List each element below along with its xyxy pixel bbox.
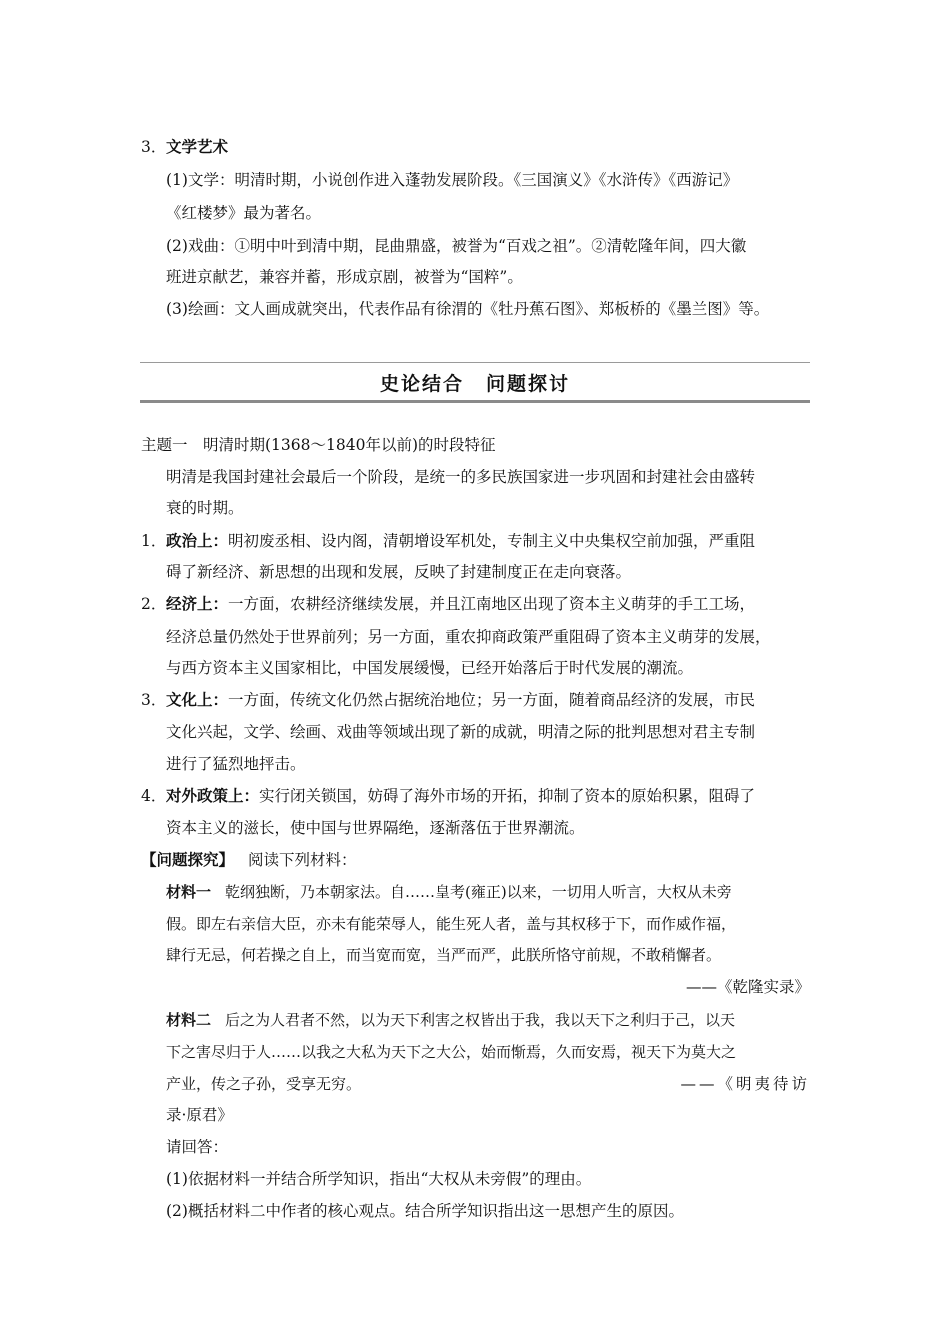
band-title <box>140 371 810 397</box>
material1-source: ——《乾隆实录》 <box>685 978 810 996</box>
point-politics-line-1: 政治上：明初废丞相、设内阁，清朝增设军机处，专制主义中央集权空前加强，严重阻 <box>166 531 756 550</box>
explore-label: 【问题探究】 <box>141 850 235 869</box>
point-number: 4． <box>141 787 167 805</box>
point-label: 文化上： <box>166 690 229 709</box>
material1-label: 材料一 <box>166 883 212 901</box>
theme-title: 主题一 明清时期(1368～1840年以前)的时段特征 <box>141 436 496 454</box>
opera-line-2: 班进京献艺，兼容并蓄，形成京剧，被誉为“国粹”。 <box>166 268 523 286</box>
material2-line-3: 产业，传之子孙，受享无穷。 <box>166 1075 362 1093</box>
theme-intro-line-1: 明清是我国封建社会最后一个阶段，是统一的多民族国家进一步巩固和封建社会由盛转 <box>166 468 756 486</box>
point-culture-line-3: 进行了猛烈地抨击。 <box>166 755 306 773</box>
band-title-left: 史论结合 <box>379 373 464 395</box>
opera-line-1: (2)戏曲：①明中叶到清中期，昆曲鼎盛，被誉为“百戏之祖”。②清乾隆年间，四大徽 <box>166 237 747 255</box>
material1-line-1: 材料一 乾纲独断，乃本朝家法。自……皇考(雍正)以来，一切用人听言，大权从未旁 <box>166 883 732 901</box>
painting-line-1: (3)绘画：文人画成就突出，代表作品有徐渭的《牡丹蕉石图》、郑板桥的《墨兰图》等。 <box>166 300 770 318</box>
theme-intro-line-2: 衰的时期。 <box>166 499 244 517</box>
point-label: 经济上： <box>166 594 229 613</box>
material1-line-2: 假。即左右亲信大臣，亦未有能荣辱人，能生死人者，盖与其权移于下，而作威作福， <box>166 915 737 933</box>
point-number: 1． <box>141 532 167 550</box>
material2-label: 材料二 <box>166 1011 212 1029</box>
question-1: (1)依据材料一并结合所学知识，指出“大权从未旁假”的理由。 <box>166 1170 592 1188</box>
point-economy-line-2: 经济总量仍然处于世界前列；另一方面，重农抑商政策严重阻碍了资本主义萌芽的发展， <box>166 628 771 646</box>
explore-header <box>141 850 357 870</box>
point-number: 2． <box>141 595 167 613</box>
point-politics-line-2: 碍了新经济、新思想的出现和发展，反映了封建制度正在走向衰落。 <box>166 563 632 581</box>
band-title-right: 问题探讨 <box>486 373 571 395</box>
point-label: 政治上： <box>166 531 229 550</box>
ask-label: 请回答： <box>166 1138 229 1156</box>
point-culture-line-1: 文化上：一方面，传统文化仍然占据统治地位；另一方面，随着商品经济的发展，市民 <box>166 690 756 709</box>
band-bottom-rule <box>140 400 810 403</box>
section-heading: 文学艺术 <box>166 137 229 156</box>
material2-source-a: ——《明夷待访 <box>680 1075 810 1093</box>
point-culture-line-2: 文化兴起，文学、绘画、戏曲等领域出现了新的成就，明清之际的批判思想对君主专制 <box>166 723 756 741</box>
literature-line-2: 《红楼梦》最为著名。 <box>166 204 322 222</box>
point-label: 对外政策上： <box>166 786 260 805</box>
point-economy-line-1: 经济上：一方面，农耕经济继续发展，并且江南地区出现了资本主义萌芽的手工工场， <box>166 594 756 613</box>
band-top-rule <box>140 362 810 363</box>
material2-line-1: 材料二 后之为人君者不然，以为天下利害之权皆出于我，我以天下之利归于己，以天 <box>166 1011 736 1029</box>
question-2: (2)概括材料二中作者的核心观点。结合所学知识指出这一思想产生的原因。 <box>166 1202 684 1220</box>
point-number: 3． <box>141 691 167 709</box>
material1-line-3: 肆行无忌，何若操之自上，而当宽而宽，当严而严，此朕所恪守前规，不敢稍懈者。 <box>166 946 722 964</box>
explore-prompt: 阅读下列材料： <box>248 851 357 869</box>
material2-line-2: 下之害尽归于人……以我之大私为天下之大公，始而惭焉，久而安焉，视天下为莫大之 <box>166 1043 737 1061</box>
literature-line-1: (1)文学：明清时期，小说创作进入蓬勃发展阶段。《三国演义》《水浒传》《西游记》 <box>166 171 739 189</box>
point-foreign-line-2: 资本主义的滋长，使中国与世界隔绝，逐渐落伍于世界潮流。 <box>166 819 585 837</box>
material2-source-b: 录·原君》 <box>166 1106 233 1124</box>
section-number: 3． <box>141 138 167 156</box>
point-foreign-line-1: 对外政策上：实行闭关锁国，妨碍了海外市场的开拓，抑制了资本的原始积累，阻碍了 <box>166 786 756 805</box>
point-economy-line-3: 与西方资本主义国家相比，中国发展缓慢，已经开始落后于时代发展的潮流。 <box>166 659 694 677</box>
